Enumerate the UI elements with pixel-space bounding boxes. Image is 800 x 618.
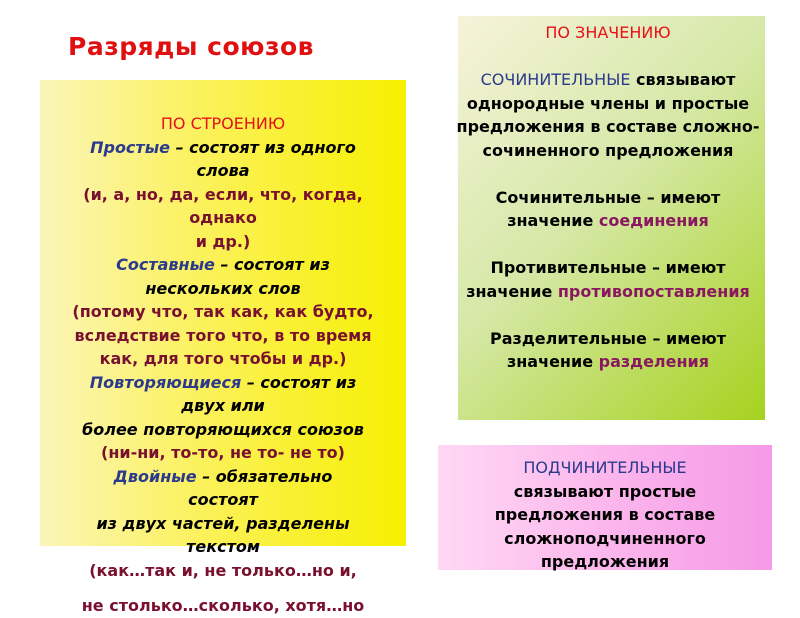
simple-line-2: слова xyxy=(196,161,250,180)
double-examples-2-cut: не столько…сколько, хотя…но xyxy=(81,596,365,615)
coord-line-4: сочиненного предложения xyxy=(482,140,734,160)
double-examples-1: (как…так и, не только…но и, xyxy=(89,560,357,580)
subordinate-line-4: предложения xyxy=(540,552,670,571)
compound-examples-3: как, для того чтобы и др.) xyxy=(99,349,347,368)
compound-line-1: Составные – состоят из xyxy=(116,255,330,274)
repeat-examples: (ни-ни, то-то, не то- не то) xyxy=(101,443,345,462)
structure-heading: ПО СТРОЕНИЮ xyxy=(160,114,286,133)
disj-value: разделения xyxy=(598,352,710,371)
double-line-3: из двух частей, разделены xyxy=(96,513,350,533)
conj-value: соединения xyxy=(598,211,709,230)
coord-line-2: однородные члены и простые xyxy=(466,93,750,113)
meaning-heading: ПО ЗНАЧЕНИЮ xyxy=(545,23,671,42)
double-term: Двойные xyxy=(113,466,197,486)
repeat-line-3: более повторяющихся союзов xyxy=(82,419,364,439)
disj-line-2: значение разделения xyxy=(506,352,710,371)
slide-title: Разряды союзов xyxy=(68,32,314,61)
subordinate-term: ПОДЧИНИТЕЛЬНЫЕ xyxy=(523,458,687,477)
simple-examples-3: и др.) xyxy=(195,231,251,251)
simple-examples-1: (и, а, но, да, если, что, когда, xyxy=(83,184,363,204)
disj-line-1: Разделительные – имеют xyxy=(490,328,726,348)
subordinate-panel xyxy=(420,456,790,574)
repeat-term: Повторяющиеся xyxy=(89,372,242,392)
compound-term: Составные xyxy=(116,255,215,274)
simple-line-1: Простые – состоят из одного xyxy=(90,137,356,157)
subordinate-line-2: предложения в составе xyxy=(494,505,716,524)
conj-line-1: Сочинительные – имеют xyxy=(495,187,721,207)
double-line-1: Двойные – обязательно xyxy=(113,466,333,486)
subordinate-line-1: связывают простые xyxy=(513,481,697,501)
adv-value: противопоставления xyxy=(557,281,750,301)
meaning-panel xyxy=(416,21,800,374)
double-line-2: состоят xyxy=(188,490,258,509)
double-line-4: текстом xyxy=(186,537,260,556)
simple-examples-2: однако xyxy=(189,208,257,227)
subordinate-line-3: сложноподчиненного xyxy=(504,528,706,548)
conj-line-2: значение соединения xyxy=(507,211,709,230)
adv-line-2: значение противопоставления xyxy=(466,281,750,301)
structure-panel xyxy=(40,112,406,582)
simple-term: Простые xyxy=(90,137,171,157)
compound-examples-2: вследствие того что, в то время xyxy=(74,325,372,345)
repeat-line-2: двух или xyxy=(181,396,265,415)
compound-line-2: нескольких слов xyxy=(145,278,301,298)
coord-term: СОЧИНИТЕЛЬНЫЕ xyxy=(480,70,631,89)
repeat-line-1: Повторяющиеся – состоят из xyxy=(89,372,357,392)
adv-line-1: Противительные – имеют xyxy=(490,258,726,277)
compound-examples-1: (потому что, так как, как будто, xyxy=(72,302,374,321)
coord-line-1: СОЧИНИТЕЛЬНЫЕ связывают xyxy=(480,70,736,89)
coord-line-3: предложения в составе сложно- xyxy=(456,117,760,136)
